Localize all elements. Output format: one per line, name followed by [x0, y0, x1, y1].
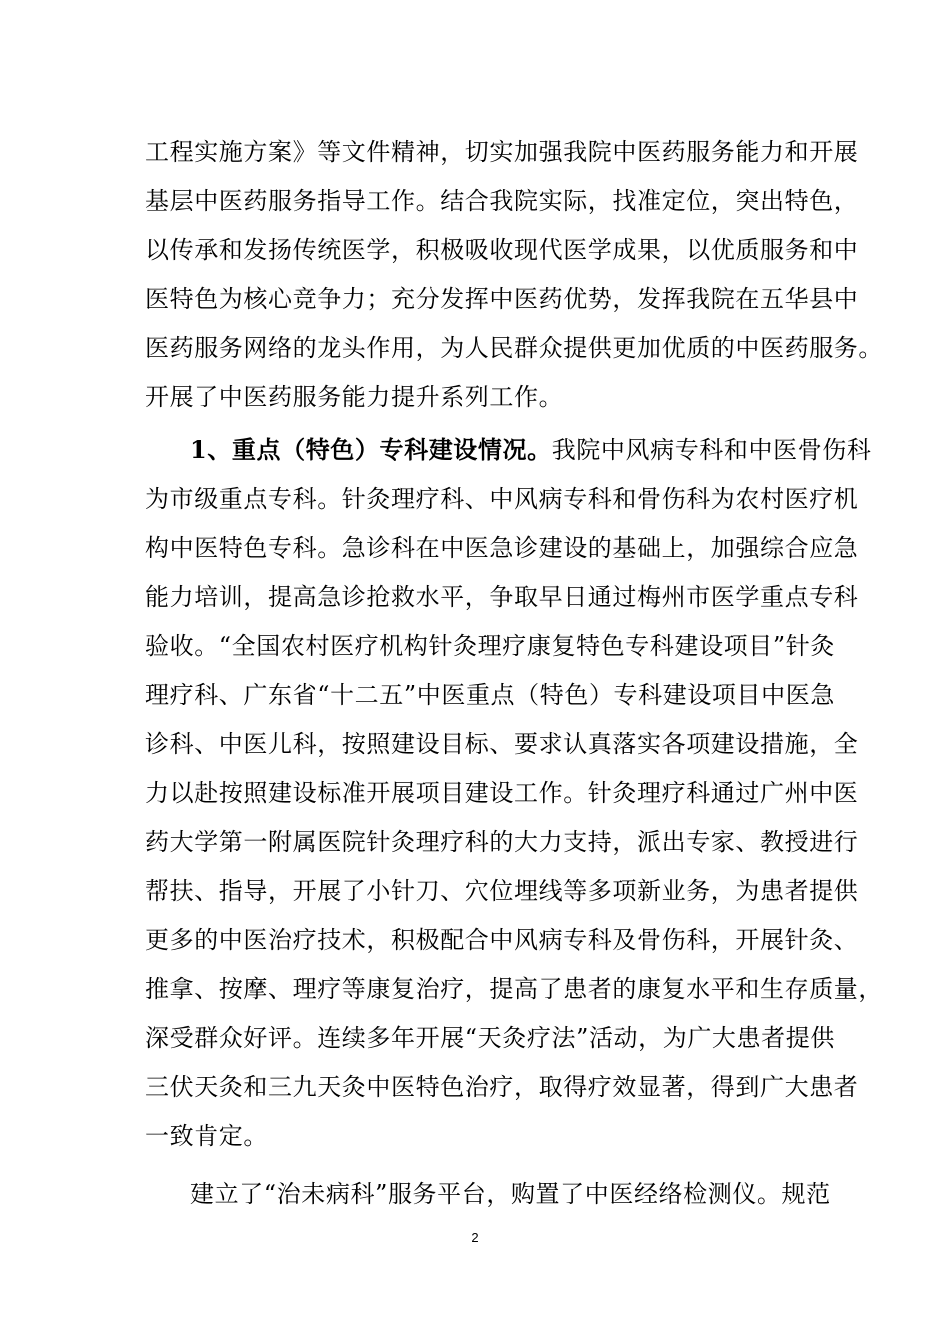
body-text-line: 力以赴按照建设标准开展项目建设工作。针灸理疗科通过广州中医 [145, 779, 859, 807]
body-text-line: 为市级重点专科。针灸理疗科、中风病专科和骨伤科为农村医疗机 [145, 485, 859, 513]
body-text-line: 医药服务网络的龙头作用，为人民群众提供更加优质的中医药服务。 [145, 334, 883, 362]
body-text-line: 深受群众好评。连续多年开展“天灸疗法”活动，为广大患者提供 [145, 1024, 835, 1052]
body-text-line: 以传承和发扬传统医学，积极吸收现代医学成果，以优质服务和中 [145, 236, 859, 264]
body-text-line: 基层中医药服务指导工作。结合我院实际，找准定位，突出特色， [145, 187, 859, 215]
body-text-line: 推拿、按摩、理疗等康复治疗，提高了患者的康复水平和生存质量， [145, 975, 883, 1003]
body-text-line: 理疗科、广东省“十二五”中医重点（特色）专科建设项目中医急 [145, 681, 835, 709]
body-text-line: 更多的中医治疗技术，积极配合中风病专科及骨伤科，开展针灸、 [145, 926, 859, 954]
body-text-line: 诊科、中医儿科，按照建设目标、要求认真落实各项建设措施，全 [145, 730, 859, 758]
section-1-heading: 1、重点（特色）专科建设情况。 [190, 435, 552, 464]
body-text-line: 构中医特色专科。急诊科在中医急诊建设的基础上，加强综合应急 [145, 534, 859, 562]
body-text-line: 药大学第一附属医院针灸理疗科的大力支持，派出专家、教授进行 [145, 828, 859, 856]
body-text-line: 三伏天灸和三九天灸中医特色治疗，取得疗效显著，得到广大患者 [145, 1073, 859, 1101]
body-text-line: 验收。“全国农村医疗机构针灸理疗康复特色专科建设项目”针灸 [145, 632, 835, 660]
paragraph-first-line: 建立了“治未病科”服务平台，购置了中医经络检测仪。规范 [190, 1180, 831, 1208]
body-text-line: 能力培训，提高急诊抢救水平，争取早日通过梅州市医学重点专科 [145, 583, 859, 611]
body-text-line: 一致肯定。 [145, 1122, 268, 1150]
body-text-line: 工程实施方案》等文件精神，切实加强我院中医药服务能力和开展 [145, 138, 859, 166]
body-text-line: 开展了中医药服务能力提升系列工作。 [145, 383, 564, 411]
page-number: 2 [471, 1230, 479, 1245]
body-text-line: 帮扶、指导，开展了小针刀、穴位埋线等多项新业务，为患者提供 [145, 877, 859, 905]
section-1-first-line-text: 我院中风病专科和中医骨伤科 [551, 436, 872, 464]
body-text-line: 医特色为核心竞争力；充分发挥中医药优势，发挥我院在五华县中 [145, 285, 859, 313]
section-1-first-line [190, 430, 872, 470]
